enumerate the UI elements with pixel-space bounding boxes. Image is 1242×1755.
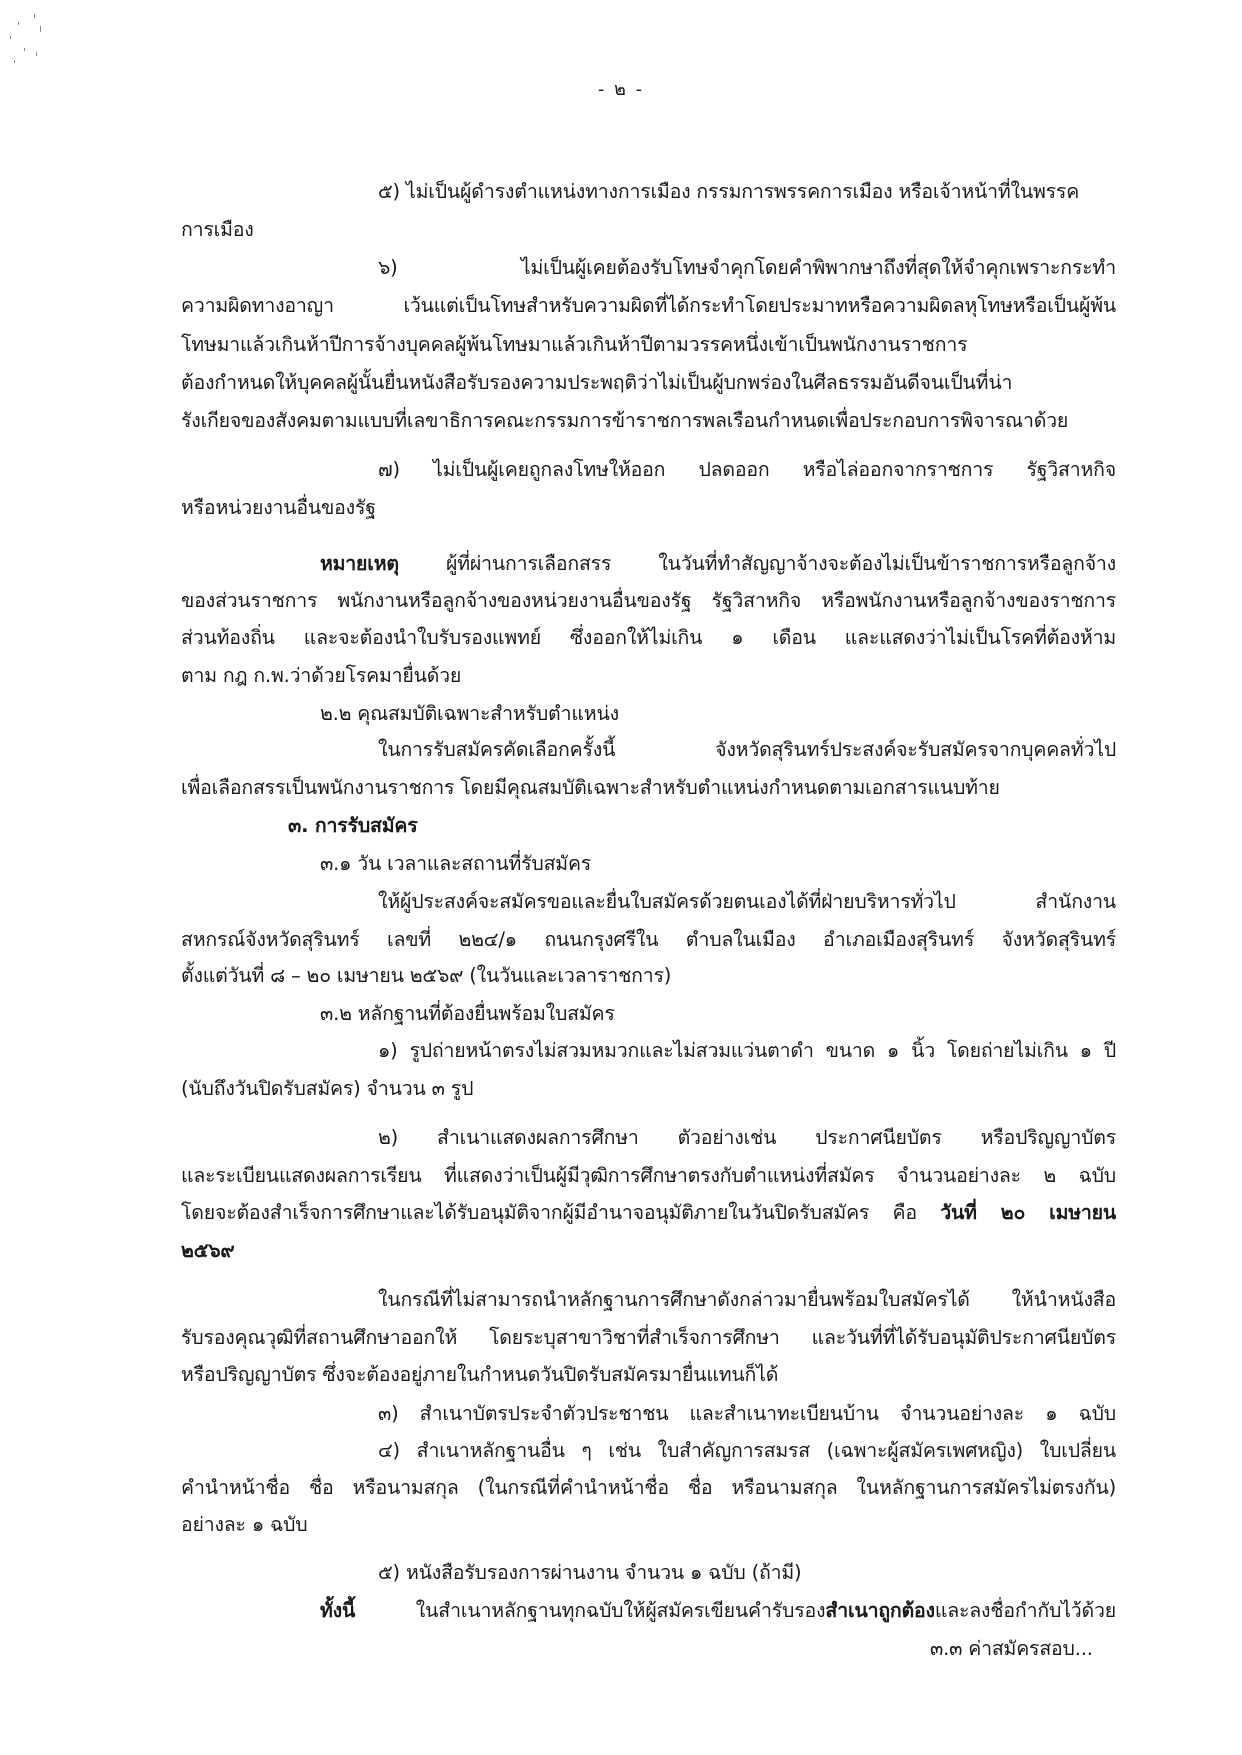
doc-item-1-line-2: (นับถึงวันปิดรับสมัคร) จำนวน ๓ รูป (181, 1077, 474, 1100)
note-label: หมายเหตุ (320, 552, 399, 575)
closing-text-2: และลงชื่อกำกับไว้ด้วย (934, 1599, 1116, 1622)
subsection-3-1-line-3: ตั้งแต่วันที่ ๘ – ๒๐ เมษายน ๒๕๖๙ (ในวันและเวลาราชการ) (181, 964, 672, 987)
doc-item-2-line-2: และระเบียนแสดงผลการเรียน ที่แสดงว่าเป็นผู้มีวุฒิการศึกษาตรงกับตำแหน่งที่สมัคร จำนวนอย่างละ ๒ ฉบับ (181, 1164, 1116, 1187)
note-line-2: ของส่วนราชการ พนักงานหรือลูกจ้างของหน่วยงานอื่นของรัฐ รัฐวิสาหกิจ หรือพนักงานหรือลูกจ้างของราชการ (181, 589, 1116, 612)
doc-item-2-line-1: ๒) สำเนาแสดงผลการศึกษา ตัวอย่างเช่น ประกาศนียบัตร หรือปริญญาบัตร (378, 1126, 1116, 1149)
doc-item-2-note-line-1: ในกรณีที่ไม่สามารถนำหลักฐานการศึกษาดังกล่าวมายื่นพร้อมใบสมัครได้ ให้นำหนังสือ (378, 1288, 1116, 1311)
item-5-line-1: ๕) ไม่เป็นผู้ดำรงตำแหน่งทางการเมือง กรรมการพรรคการเมือง หรือเจ้าหน้าที่ในพรรค (378, 180, 1080, 203)
item-5-line-2: การเมือง (181, 218, 254, 241)
item-6-line-1: ๖) ไม่เป็นผู้เคยต้องรับโทษจำคุกโดยคำพิพากษาถึงที่สุดให้จำคุกเพราะกระทำ (378, 256, 1116, 279)
note-line-1 (320, 550, 1116, 578)
doc-item-4-line-3: อย่างละ ๑ ฉบับ (181, 1513, 308, 1536)
page-number: - ๒ - (597, 79, 645, 100)
certified-copy-phrase: สำเนาถูกต้อง (825, 1599, 935, 1622)
deadline-date: วันที่ ๒๐ เมษายน (940, 1201, 1116, 1224)
doc-item-3-line-1: ๓) สำเนาบัตรประจำตัวประชาชน และสำเนาทะเบียนบ้าน จำนวนอย่างละ ๑ ฉบับ (378, 1402, 1116, 1425)
doc-item-4-line-2: คำนำหน้าชื่อ ชื่อ หรือนามสกุล (ในกรณีที่คำนำหน้าชื่อ ชื่อ หรือนามสกุล ในหลักฐานการสมัครไม่ตรงกัน) (181, 1476, 1116, 1499)
subsection-3-1-heading: ๓.๑ วัน เวลาและสถานที่รับสมัคร (320, 852, 592, 875)
doc-item-4-line-1: ๔) สำเนาหลักฐานอื่น ๆ เช่น ใบสำคัญการสมรส (เฉพาะผู้สมัครเพศหญิง) ใบเปลี่ยน (378, 1439, 1116, 1462)
doc-item-2-note-line-2: รับรองคุณวุฒิที่สถานศึกษาออกให้ โดยระบุสาขาวิชาที่สำเร็จการศึกษา และวันที่ที่ได้รับอนุมัติประกาศนียบัตร (181, 1326, 1116, 1349)
subsection-2-2-line-2: เพื่อเลือกสรรเป็นพนักงานราชการ โดยมีคุณสมบัติเฉพาะสำหรับตำแหน่งกำหนดตามเอกสารแนบท้าย (181, 776, 1000, 799)
subsection-3-1-line-1: ให้ผู้ประสงค์จะสมัครขอและยื่นใบสมัครด้วยตนเองได้ที่ฝ่ายบริหารทั่วไป สำนักงาน (378, 890, 1116, 913)
subsection-3-2-heading: ๓.๒ หลักฐานที่ต้องยื่นพร้อมใบสมัคร (320, 1002, 615, 1025)
note-line-4: ตาม กฎ ก.พ.ว่าด้วยโรคมายื่นด้วย (181, 664, 462, 687)
deadline-year: ๒๕๖๙ (181, 1239, 235, 1262)
doc-item-2-line-3 (181, 1199, 1116, 1227)
doc-item-2-note-line-3: หรือปริญญาบัตร ซึ่งจะต้องอยู่ภายในกำหนดวันปิดรับสมัครมายื่นแทนก็ได้ (181, 1363, 779, 1386)
item-7-line-2: หรือหน่วยงานอื่นของรัฐ (181, 496, 376, 519)
subsection-3-1-line-2: สหกรณ์จังหวัดสุรินทร์ เลขที่ ๒๒๔/๑ ถนนกรุงศรีใน ตำบลในเมือง อำเภอเมืองสุรินทร์ จังหวัดสุรินทร์ (181, 928, 1117, 951)
doc-item-1-line-1: ๑) รูปถ่ายหน้าตรงไม่สวมหมวกและไม่สวมแว่นตาดำ ขนาด ๑ นิ้ว โดยถ่ายไม่เกิน ๑ ปี (378, 1039, 1116, 1062)
closing-note (320, 1597, 1116, 1625)
doc-item-2-line-3-text: โดยจะต้องสำเร็จการศึกษาและได้รับอนุมัติจากผู้มีอำนาจอนุมัติภายในวันปิดรับสมัคร คือ (181, 1201, 941, 1224)
closing-label: ทั้งนี้ (320, 1599, 356, 1622)
closing-text-1: ในสำเนาหลักฐานทุกฉบับให้ผู้สมัครเขียนคำรับรอง (355, 1599, 826, 1622)
item-6-line-2: ความผิดทางอาญา เว้นแต่เป็นโทษสำหรับความผิดที่ได้กระทำโดยประมาทหรือความผิดลหุโทษหรือเป็นผู้พ้น (181, 294, 1116, 317)
item-7-line-1: ๗) ไม่เป็นผู้เคยถูกลงโทษให้ออก ปลดออก หรือไล่ออกจากราชการ รัฐวิสาหกิจ (378, 458, 1116, 481)
note-line-3: ส่วนท้องถิ่น และจะต้องนำใบรับรองแพทย์ ซึ่งออกให้ไม่เกิน ๑ เดือน และแสดงว่าไม่เป็นโรคที่ต้องห้าม (181, 626, 1116, 649)
item-6-line-5: รังเกียจของสังคมตามแบบที่เลขาธิการคณะกรรมการข้าราชการพลเรือนกำหนดเพื่อประกอบการพิจารณาด้วย (181, 409, 1069, 432)
item-6-line-3: โทษมาแล้วเกินห้าปีการจ้างบุคคลผู้พ้นโทษมาแล้วเกินห้าปีตามวรรคหนึ่งเข้าเป็นพนักงานราชการ (181, 333, 968, 356)
section-3-heading: ๓. การรับสมัคร (288, 814, 418, 837)
subsection-2-2-heading: ๒.๒ คุณสมบัติเฉพาะสำหรับตำแหน่ง (320, 702, 619, 725)
continuation-marker: ๓.๓ ค่าสมัครสอบ... (930, 1637, 1093, 1660)
doc-item-5-line-1: ๕) หนังสือรับรองการผ่านงาน จำนวน ๑ ฉบับ (ถ้ามี) (378, 1561, 802, 1584)
scan-artifacts (8, 14, 48, 74)
subsection-2-2-line-1: ในการรับสมัครคัดเลือกครั้งนี้ จังหวัดสุรินทร์ประสงค์จะรับสมัครจากบุคคลทั่วไป (378, 738, 1116, 761)
item-6-line-4: ต้องกำหนดให้บุคคลผู้นั้นยื่นหนังสือรับรองความประพฤติว่าไม่เป็นผู้บกพร่องในศีลธรรมอันดีจนเป็นที่น่า (181, 371, 1013, 394)
note-line-1-text: ผู้ที่ผ่านการเลือกสรร ในวันที่ทำสัญญาจ้างจะต้องไม่เป็นข้าราชการหรือลูกจ้าง (398, 552, 1116, 575)
